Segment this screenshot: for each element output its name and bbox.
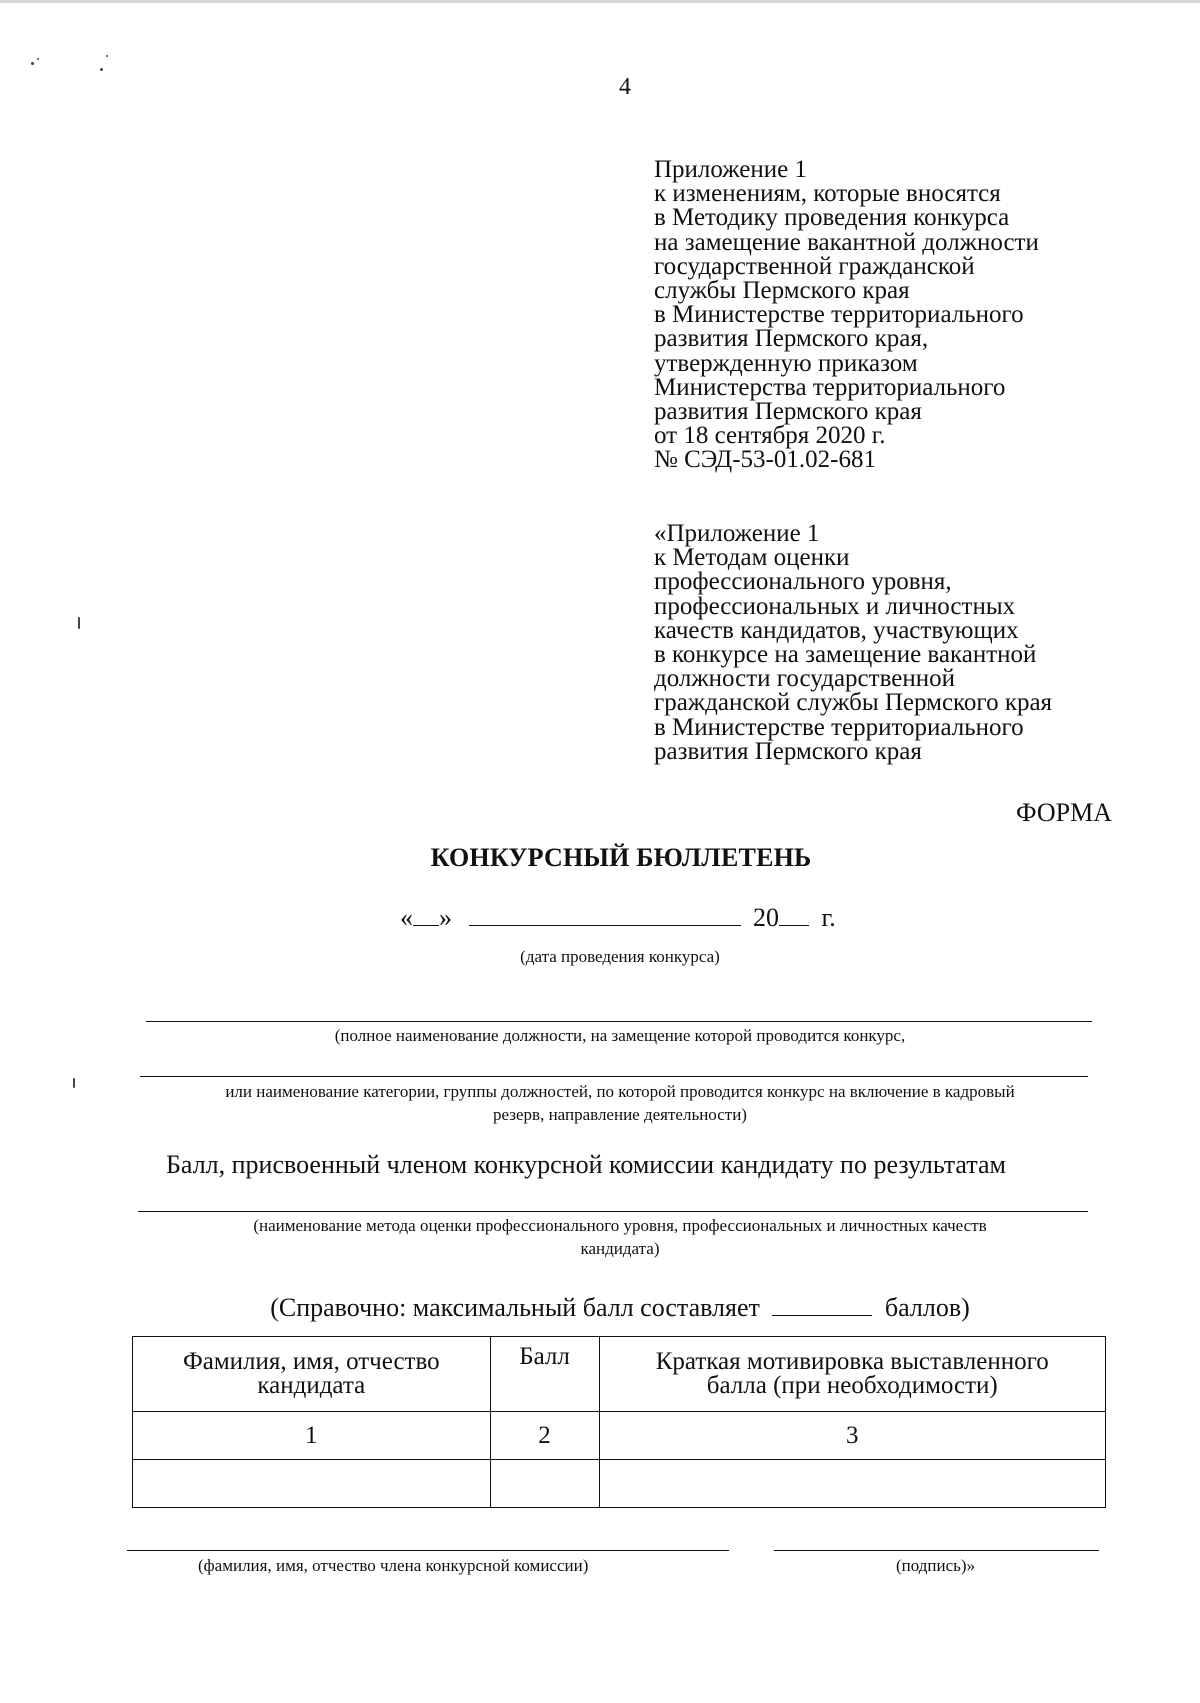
page-number: 4	[619, 74, 631, 100]
date-line	[400, 903, 836, 933]
appendix-header-line: от 18 сентября 2020 г.	[654, 422, 886, 450]
header-line: кандидата	[257, 1372, 366, 1399]
year-blank[interactable]	[779, 905, 809, 926]
position-line-2[interactable]	[140, 1076, 1088, 1077]
appendix-to-methods	[654, 522, 1174, 764]
appendix-header-line: в Министерстве территориального	[654, 301, 1024, 329]
day-blank[interactable]	[413, 905, 439, 926]
method-caption-1: (наименование метода оценки профессионального уровня, профессиональных и личностных качеств	[253, 1216, 987, 1235]
reference-max-score	[0, 1293, 1200, 1323]
appendix-header-line: развития Пермского края,	[654, 325, 929, 353]
table-header-row	[133, 1337, 1106, 1412]
appendix-methods-line: качеств кандидатов, участвующих	[654, 616, 1019, 644]
header-line: Фамилия, имя, отчество	[182, 1348, 440, 1375]
signature-line[interactable]	[774, 1550, 1099, 1551]
appendix-methods-line: «Приложение 1	[654, 520, 820, 547]
header-line: балла (при необходимости)	[706, 1372, 998, 1399]
table-row	[133, 1460, 1106, 1508]
appendix-methods-line: должности государственной	[654, 665, 955, 693]
method-line[interactable]	[138, 1211, 1088, 1212]
table-numbering-row	[133, 1412, 1106, 1460]
score-cell[interactable]	[490, 1460, 599, 1508]
appendix-header-line: в Методику проведения конкурса	[654, 204, 1010, 232]
appendix-header-line: на замещение вакантной должности	[654, 228, 1039, 256]
appendix-header-line: утвержденную приказом	[654, 349, 918, 377]
day-quote-close: »	[439, 903, 452, 932]
header-motivation	[599, 1337, 1105, 1412]
position-caption-3: резерв, направление деятельности)	[493, 1105, 747, 1124]
column-number: 1	[133, 1412, 491, 1460]
scan-speck	[37, 58, 39, 60]
month-blank[interactable]	[469, 905, 741, 926]
max-score-blank[interactable]	[772, 1295, 872, 1316]
appendix-header	[654, 158, 1174, 473]
header-score	[490, 1337, 599, 1412]
member-name-line[interactable]	[127, 1550, 729, 1551]
appendix-methods-line: гражданской службы Пермского края	[654, 689, 1053, 717]
member-name-caption: (фамилия, имя, отчество члена конкурсной комиссии)	[198, 1556, 589, 1575]
appendix-header-line: № СЭД-53-01.02-681	[654, 446, 876, 474]
candidate-name-cell[interactable]	[133, 1460, 491, 1508]
score-table	[132, 1336, 1106, 1508]
scan-speck	[100, 68, 103, 71]
scan-top-edge	[0, 0, 1200, 3]
column-number: 3	[599, 1412, 1105, 1460]
position-caption-1: (полное наименование должности, на замещение которой проводится конкурс,	[334, 1026, 906, 1045]
ballot-title: КОНКУРСНЫЙ БЮЛЛЕТЕНЬ	[430, 843, 812, 872]
appendix-methods-line: в Министерстве территориального	[654, 713, 1024, 741]
year-prefix: 20	[753, 903, 779, 932]
position-line-1[interactable]	[146, 1021, 1092, 1022]
appendix-header-line: государственной гражданской	[654, 252, 975, 280]
appendix-header-line: развития Пермского края	[654, 398, 922, 426]
appendix-methods-line: развития Пермского края	[654, 737, 922, 765]
column-number: 2	[490, 1412, 599, 1460]
year-suffix: г.	[821, 903, 836, 932]
day-quote-open: «	[400, 903, 413, 932]
appendix-methods-line: профессиональных и личностных	[654, 592, 1016, 620]
method-caption-2: кандидата)	[580, 1239, 660, 1258]
score-text: Балл, присвоенный членом конкурсной комиссии кандидату по результатам	[166, 1150, 1006, 1179]
motivation-cell[interactable]	[599, 1460, 1105, 1508]
scan-speck	[31, 62, 34, 65]
reference-suffix: баллов)	[884, 1293, 970, 1322]
appendix-header-line: к изменениям, которые вносятся	[654, 180, 1001, 208]
header-line: Краткая мотивировка выставленного	[655, 1348, 1049, 1375]
header-candidate-name	[133, 1337, 491, 1412]
form-label: ФОРМА	[1016, 798, 1112, 827]
reference-prefix: (Справочно: максимальный балл составляет	[270, 1293, 760, 1322]
date-caption: (дата проведения конкурса)	[520, 947, 720, 966]
appendix-header-line: Министерства территориального	[654, 373, 1006, 401]
appendix-methods-line: в конкурсе на замещение вакантной	[654, 641, 1037, 669]
appendix-methods-line: к Методам оценки	[654, 544, 850, 572]
appendix-header-line: Приложение 1	[654, 156, 807, 183]
scan-speck	[106, 55, 108, 57]
appendix-header-line: службы Пермского края	[654, 277, 910, 305]
position-caption-2: или наименование категории, группы должностей, по которой проводится конкурс на включение в кадровый	[225, 1082, 1015, 1101]
header-line: Балл	[519, 1343, 570, 1370]
scan-speck	[78, 617, 80, 629]
signature-caption: (подпись)»	[896, 1556, 976, 1575]
appendix-methods-line: профессионального уровня,	[654, 568, 952, 596]
